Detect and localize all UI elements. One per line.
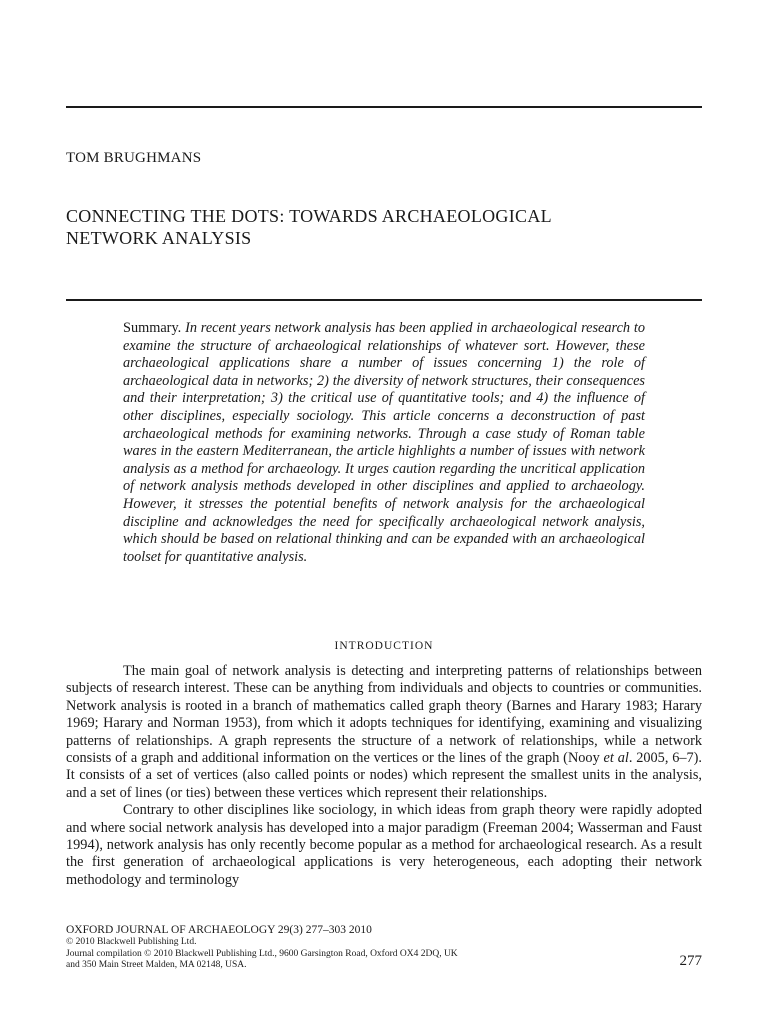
abstract-label: Summary. [123,320,182,336]
paragraph-1-text-b: . 2005, 6–7). It consists of a set of vertices (also called points or nodes) which represent the smallest units in the analysis, and a set of lines (or ties) between these vertices which represent their relationships. [66,750,703,801]
et-al-italic: et al [603,750,629,767]
journal-citation: OXFORD JOURNAL OF ARCHAEOLOGY 29(3) 277–303 2010 [66,924,372,936]
publisher-address: and 350 Main Street Malden, MA 02148, USA. [66,960,247,970]
author-name: TOM BRUGHMANS [66,150,202,166]
paragraph-1-text-a: The main goal of network analysis is detecting and interpreting patterns of relationships between subjects of research interest. These can be anything from individuals and objects to countries or communities. Network analysis is rooted in a branch of mathematics called graph theory (Barnes and Harary 1983; Harary 1969; Harary and Norman 1953), from which it adopts techniques for identifying, examining and visualizing patterns of relationships. A graph represents the structure of a network of relationships, while a network consists of a graph and additional information on the vertices or the lines of the graph (Nooy [66,663,702,767]
article-title [66,205,702,249]
title-rule [66,299,702,301]
abstract-text: In recent years network analysis has been applied in archaeological research to examine the structure of archaeological relationships of whatever sort. However, these archaeological applications share a number of issues concerning 1) the role of archaeological data in networks; 2) the diversity of network structures, their consequences and their interpretation; 3) the critical use of quantitative tools; and 4) the influence of other disciplines, especially sociology. This article concerns a deconstruction of past archaeological methods for examining networks. Through a case study of Roman table wares in the eastern Mediterranean, the article highlights a number of issues with network analysis as a method for archaeology. It urges caution regarding the uncritical application of network analysis methods developed in other disciplines and applied to archaeology. However, it stresses the potential benefits of network analysis for the archaeological discipline and acknowledges the need for specifically archaeological network analysis, which should be based on relational thinking and can be expanded with an archaeological toolset for quantitative analysis. [123,320,645,565]
page-number: 277 [679,953,702,969]
abstract [123,320,645,566]
paragraph: Contrary to other disciplines like sociology, in which ideas from graph theory were rapidly adopted and where social network analysis has developed into a major paradigm (Freeman 2004; Wasserman and Faust 1994), network analysis has only recently become popular as a method for archaeological research. As a result the first generation of archaeological applications is very heterogeneous, each adopting their network methodology and terminology [66,802,702,888]
top-rule [66,106,702,108]
paragraph [66,663,702,802]
compilation-line: Journal compilation © 2010 Blackwell Publishing Ltd., 9600 Garsington Road, Oxford OX4 2DQ, UK [66,948,458,959]
copyright-line: © 2010 Blackwell Publishing Ltd. [66,937,197,947]
body-text [66,663,702,889]
section-heading: INTRODUCTION [334,640,434,652]
article-title-line-2: NETWORK ANALYSIS [66,228,252,248]
article-title-line-1: CONNECTING THE DOTS: TOWARDS ARCHAEOLOGICAL [66,206,552,226]
footer [66,923,702,972]
